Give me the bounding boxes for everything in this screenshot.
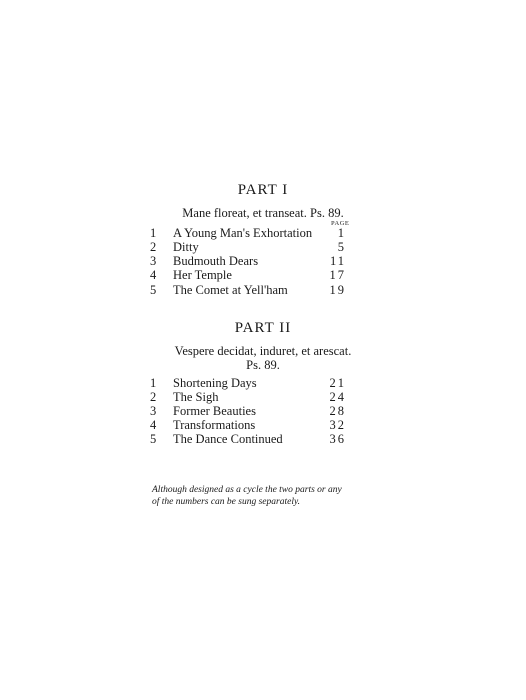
toc-title: A Young Man's Exhortation: [173, 226, 313, 240]
toc-page: 17: [329, 268, 346, 282]
toc-row: [150, 418, 346, 432]
part-2-heading: PART II: [234, 320, 292, 336]
toc-title: The Dance Continued: [173, 432, 283, 446]
toc-page: 36: [329, 432, 346, 446]
toc-number: 4: [150, 418, 157, 432]
toc-title: Her Temple: [173, 268, 232, 282]
toc-row: [150, 283, 346, 297]
toc-row: [150, 376, 346, 390]
toc-number: 1: [150, 226, 157, 240]
toc-row: [150, 268, 346, 282]
toc-title: Former Beauties: [173, 404, 256, 418]
toc-page: 21: [329, 376, 346, 390]
toc-title: Transformations: [173, 418, 256, 432]
performance-note-line-2: of the numbers can be sung separately.: [152, 497, 301, 507]
toc-number: 4: [150, 268, 157, 282]
performance-note: [152, 484, 382, 508]
toc-title: Budmouth Dears: [173, 254, 259, 268]
part-2-motto-line-2: Ps. 89.: [246, 358, 280, 372]
page-column-label: PAGE: [331, 220, 350, 227]
toc-row: [150, 390, 346, 404]
toc-page: 24: [329, 390, 346, 404]
toc-number: 3: [150, 254, 157, 268]
toc-row: [150, 254, 346, 268]
toc-page: 5: [337, 240, 346, 254]
toc-row: [150, 240, 346, 254]
toc-title: The Sigh: [173, 390, 219, 404]
toc-number: 2: [150, 240, 157, 254]
toc-number: 5: [150, 432, 157, 446]
toc-title: The Comet at Yell'ham: [173, 283, 288, 297]
toc-page: 11: [329, 254, 346, 268]
toc-number: 1: [150, 376, 157, 390]
toc-page: 1: [337, 226, 346, 240]
part-2-motto-line-1: Vespere decidat, induret, et arescat.: [174, 344, 352, 358]
toc-page: 19: [329, 283, 346, 297]
part-1-motto: Mane floreat, et transeat. Ps. 89.: [182, 206, 344, 220]
toc-title: Ditty: [173, 240, 199, 254]
part-1-heading: PART I: [237, 182, 289, 198]
toc-number: 2: [150, 390, 157, 404]
toc-row: [150, 432, 346, 446]
toc-number: 3: [150, 404, 157, 418]
toc-title: Shortening Days: [173, 376, 257, 390]
toc-row: [150, 226, 346, 240]
performance-note-line-1: Although designed as a cycle the two parts or any: [152, 485, 342, 495]
toc-page: 32: [329, 418, 346, 432]
toc-number: 5: [150, 283, 157, 297]
toc-page: 28: [329, 404, 346, 418]
toc-row: [150, 404, 346, 418]
